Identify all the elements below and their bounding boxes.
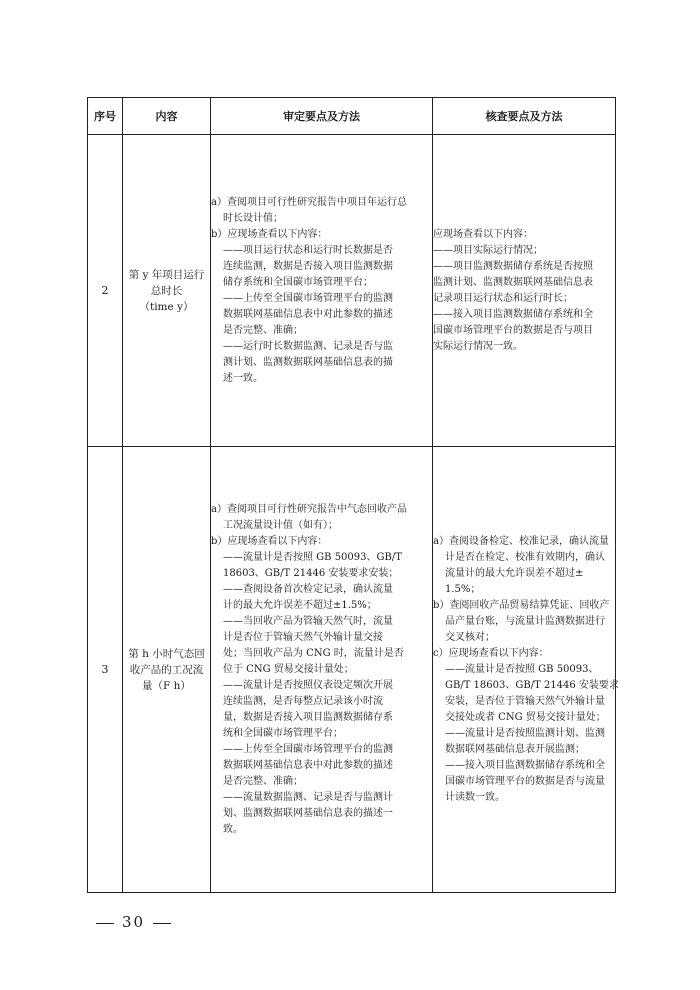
table-header-row <box>88 98 616 135</box>
verify-line: ——流量计是否按照 GB 50093、 <box>445 663 599 675</box>
review-line: ——流量计是否按照仪表设定频次开展 <box>223 679 393 691</box>
verify-line: 计是否在检定、校准有效期内，确认 <box>445 551 605 563</box>
verify-line: 实际运行情况一致。 <box>433 340 523 352</box>
row-verify <box>433 447 619 893</box>
verify-line: 计读数一致。 <box>445 791 505 803</box>
review-line: 是否完整、准确； <box>223 324 303 336</box>
review-line: ——流量计是否按照 GB 50093、GB/T <box>223 551 402 563</box>
review-line: ——查阅设备首次检定记录，确认流量 <box>223 583 393 595</box>
review-line: b）应现场查看以下内容： <box>211 228 328 240</box>
content-line: 收产品的工况流 <box>129 663 204 676</box>
review-line: 数据联网基础信息表中对此参数的描述 <box>223 759 393 771</box>
content-line: （time y） <box>139 300 194 313</box>
review-line: 储存系统和全国碳市场管理平台； <box>223 276 373 288</box>
review-line: 统和全国碳市场管理平台； <box>223 727 343 739</box>
verify-line: 应现场查看以下内容： <box>433 228 533 240</box>
review-line: 工况流量设计值（如有）； <box>223 519 338 531</box>
review-line: ——流量数据监测、记录是否与监测计 <box>223 791 393 803</box>
row-num: 3 <box>88 447 123 893</box>
review-line: ——上传至全国碳市场管理平台的监测 <box>223 743 393 755</box>
content-line: 量（F h） <box>142 679 191 692</box>
review-line: 计的最大允许误差不超过±1.5%； <box>223 599 377 611</box>
review-line: b）应现场查看以下内容： <box>211 535 328 547</box>
verify-line: 国碳市场管理平台的数据是否与流量 <box>445 775 605 787</box>
row-review <box>211 135 433 447</box>
row-review <box>211 447 433 893</box>
review-line: 连续监测，数据是否接入项目监测数据 <box>223 260 393 272</box>
row-content <box>123 135 211 447</box>
review-line: ——运行时长数据监测、记录是否与监 <box>223 340 393 352</box>
verify-line: 交叉核对； <box>445 631 495 643</box>
review-line: 量，数据是否接入项目监测数据储存系 <box>223 711 393 723</box>
verify-line: 安装，是否位于管输天然气外输计量 <box>445 695 605 707</box>
row-num: 2 <box>88 135 123 447</box>
verify-line: c）应现场查看以下内容： <box>433 647 549 659</box>
page-number <box>88 913 179 931</box>
verify-line: 监测计划、监测数据联网基础信息表 <box>433 276 593 288</box>
review-line: a）查阅项目可行性研究报告中气态回收产品 <box>211 503 407 515</box>
row-content <box>123 447 211 893</box>
review-line: ——项目运行状态和运行时长数据是否 <box>223 244 393 256</box>
row-verify <box>433 135 616 447</box>
verify-line: a）查阅设备检定、校准记录，确认流量 <box>433 535 609 547</box>
review-line: 18603、GB/T 21446 安装要求安装； <box>223 567 399 579</box>
verify-line: 记录项目运行状态和运行时长； <box>433 292 573 304</box>
review-line: 划、监测数据联网基础信息表的描述一 <box>223 807 393 819</box>
dash-right <box>153 923 171 924</box>
verify-line: GB/T 18603、GB/T 21446 安装要求 <box>445 679 619 691</box>
verify-line: b）查阅回收产品贸易结算凭证、回收产 <box>433 599 610 611</box>
review-line: 计是否位于管输天然气外输计量交接 <box>223 631 383 643</box>
verify-line: ——项目监测数据储存系统是否按照 <box>433 260 593 272</box>
verify-line: 流量计的最大允许误差不超过± <box>445 567 584 579</box>
header-verify: 核查要点及方法 <box>433 98 616 135</box>
review-line: 数据联网基础信息表中对此参数的描述 <box>223 308 393 320</box>
table-row <box>88 447 616 893</box>
review-line: 测计划、监测数据联网基础信息表的描 <box>223 356 393 368</box>
content-line: 第 y 年项目运行 <box>128 268 205 281</box>
review-line: 是否完整、准确； <box>223 775 303 787</box>
content-line: 总时长 <box>150 284 183 297</box>
verify-line: 国碳市场管理平台的数据是否与项目 <box>433 324 593 336</box>
verify-line: ——流量计是否按照监测计划、监测 <box>445 727 605 739</box>
verify-line: 交接处或者 CNG 贸易交接计量处； <box>445 711 606 723</box>
review-table <box>87 97 619 893</box>
verify-line: 品产量台账，与流量计监测数据进行 <box>445 615 605 627</box>
review-line: 连续监测，是否每整点记录该小时流 <box>223 695 383 707</box>
review-line: 述一致。 <box>223 372 263 384</box>
header-num: 序号 <box>88 98 123 135</box>
review-line: 位于 CNG 贸易交接计量处； <box>223 663 354 675</box>
review-line: ——上传至全国碳市场管理平台的监测 <box>223 292 393 304</box>
verify-line: ——接入项目监测数据储存系统和全 <box>433 308 593 320</box>
verify-line: ——接入项目监测数据储存系统和全 <box>445 759 605 771</box>
dash-left <box>96 923 114 924</box>
review-line: a）查阅项目可行性研究报告中项目年运行总 <box>211 196 407 208</box>
review-line: 时长设计值； <box>223 212 283 224</box>
review-line: ——当回收产品为管输天然气时，流量 <box>223 615 393 627</box>
review-line: 处；当回收产品为 CNG 时，流量计是否 <box>223 647 404 659</box>
verify-line: ——项目实际运行情况； <box>433 244 543 256</box>
header-content: 内容 <box>123 98 211 135</box>
page-number-text: 30 <box>122 913 146 931</box>
verify-line: 数据联网基础信息表开展监测； <box>445 743 585 755</box>
content-line: 第 h 小时气态回 <box>128 647 205 660</box>
header-review: 审定要点及方法 <box>211 98 433 135</box>
review-line: 致。 <box>223 823 243 835</box>
verify-line: 1.5%； <box>445 583 481 595</box>
table-row <box>88 135 616 447</box>
